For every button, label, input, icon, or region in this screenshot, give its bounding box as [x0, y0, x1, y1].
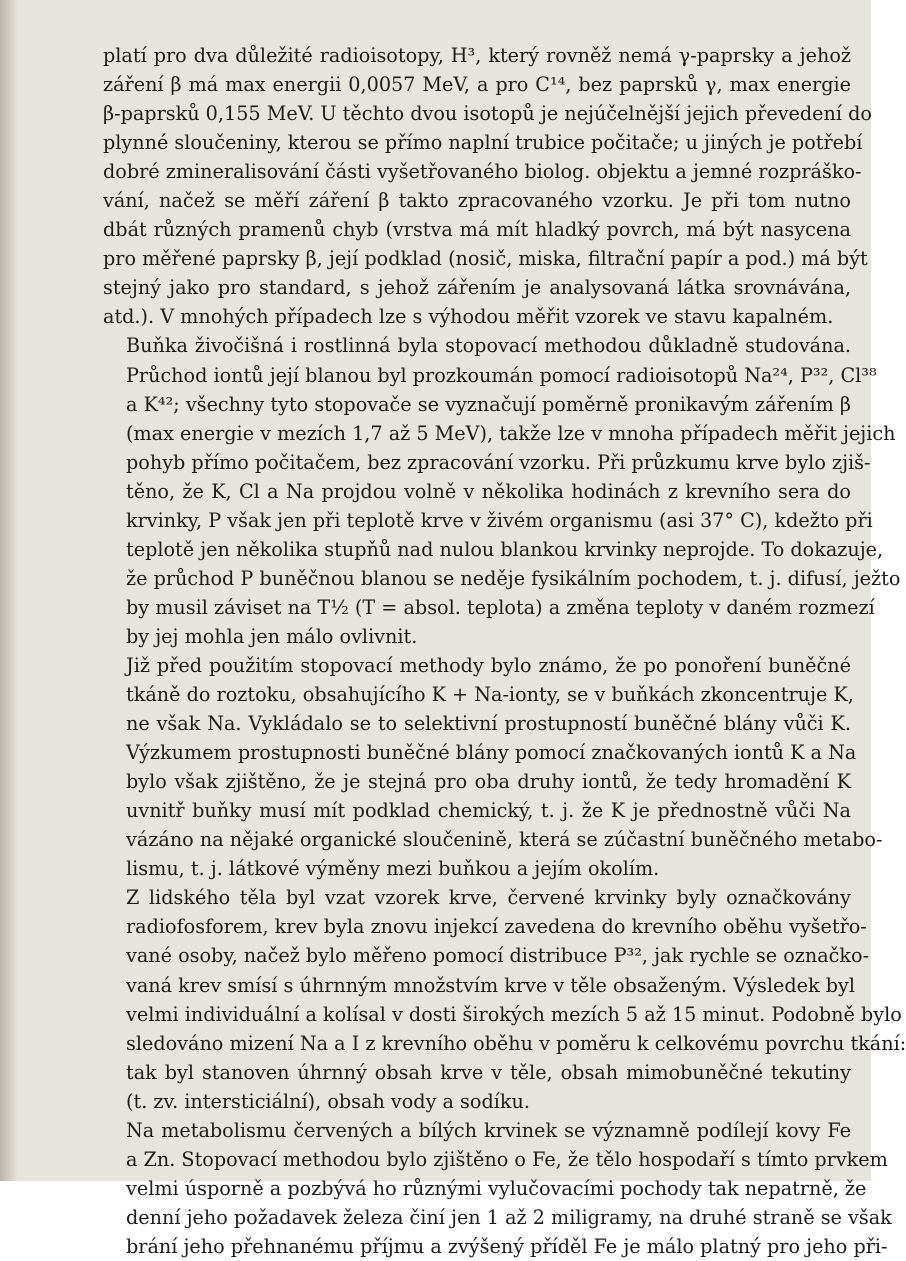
text-line: bylo však zjištěno, že je stejná pro oba druhy iontů, že tedy hromadění K — [126, 770, 851, 794]
text-line: β-paprsků 0,155 MeV. U těchto dvou isotopů je nejúčelnější jejich převedení do — [103, 102, 872, 126]
text-line: pro měřené paprsky β, její podklad (nosič, miska, filtrační papír a pod.) má být — [103, 247, 868, 271]
text-line: lismu, t. j. látkové výměny mezi buňkou a jejím okolím. — [126, 857, 660, 881]
body-text — [103, 41, 906, 1261]
text-line: brání jeho přehnanému příjmu a zvýšený příděl Fe je málo platný pro jeho při- — [126, 1234, 888, 1258]
text-line: denní jeho požadavek železa činí jen 1 až 2 miligramy, na druhé straně se však — [126, 1205, 892, 1229]
text-line: velmi individuální a kolísal v dosti širokých mezích 5 až 15 minut. Podobně bylo — [126, 1002, 902, 1026]
text-line: a K⁴²; všechny tyto stopovače se vyznačují poměrně pronikavým zářením β — [126, 392, 851, 416]
text-line: by jej mohla jen málo ovlivnit. — [126, 624, 418, 648]
text-line: plynné sloučeniny, kterou se přímo naplní trubice počitače; u jiných je potřebí — [103, 131, 863, 155]
text-line: Z lidského těla byl vzat vzorek krve, červené krvinky byly označkovány — [126, 886, 851, 910]
text-line: Výzkumem prostupnosti buněčné blány pomocí značkovaných iontů K a Na — [126, 741, 857, 765]
text-line: platí pro dva důležité radioisotopy, H³, který rovněž nemá γ-paprsky a jehož — [103, 44, 851, 67]
text-line: vané osoby, načež bylo měřeno pomocí distribuce P³², jak rychle se označko- — [126, 944, 870, 968]
paragraph-blood-sample — [103, 883, 906, 1115]
text-line: Na metabolismu červených a bílých krvinek se významně podílejí kovy Fe — [126, 1118, 851, 1142]
text-line: velmi úsporně a pozbývá ho různými vylučovacími pochody tak nepatrně, že — [126, 1176, 867, 1200]
text-line: radiofosforem, krev byla znovu injekcí zavedena do krevního oběhu vyšetřo- — [126, 915, 867, 939]
text-line: Již před použitím stopovací methody bylo známo, že po ponoření buněčné — [126, 653, 851, 677]
paragraph-isotopes-measurement — [103, 41, 872, 331]
text-line: Buňka živočišná i rostlinná byla stopovací methodou důkladně studována. — [126, 334, 851, 358]
paragraph-potassium-accumulation — [103, 651, 883, 883]
paragraph-cell-membrane — [103, 331, 901, 651]
text-line: tak byl stanoven úhrnný obsah krve v těle, obsah mimobuněčné tekutiny — [126, 1060, 851, 1084]
text-line: atd.). V mnohých případech lze s výhodou měřit vzorek ve stavu kapalném. — [103, 305, 834, 329]
text-line: záření β má max energii 0,0057 MeV, a pro C¹⁴, bez paprsků γ, max energie — [103, 73, 851, 97]
text-line: Průchod iontů její blanou byl prozkoumán pomocí radioisotopů Na²⁴, P³², Cl³⁸ — [126, 363, 877, 387]
text-line: dbát různých pramenů chyb (vrstva má mít hladký povrch, má být nasycena — [103, 218, 851, 242]
text-line: pohyb přímo počitačem, bez zpracování vzorku. Při průzkumu krve bylo zjiš- — [126, 450, 871, 474]
text-line: krvinky, P však jen při teplotě krve v živém organismu (asi 37° C), kdežto při — [126, 508, 873, 532]
text-line: sledováno mizení Na a I z krevního oběhu v poměru k celkovému povrchu tkání: — [126, 1031, 906, 1055]
paragraph-iron-zinc-metabolism — [103, 1116, 892, 1261]
text-line: (max energie v mezích 1,7 až 5 MeV), takže lze v mnoha případech měřit jejich — [126, 421, 896, 445]
text-line: (t. zv. intersticiální), obsah vody a sodíku. — [126, 1089, 530, 1113]
text-line: uvnitř buňky musí mít podklad chemický, t. j. že K je přednostně vůči Na — [126, 799, 851, 823]
text-line: by musil záviset na T½ (T = absol. teplota) a změna teploty v daném rozmezí — [126, 595, 875, 619]
text-line: teplotě jen několika stupňů nad nulou blankou krvinky neprojde. To dokazuje, — [126, 537, 884, 561]
text-line: dobré zmineralisování části vyšetřovaného biolog. objektu a jemné rozpráško- — [103, 160, 862, 184]
text-line: vaná krev smísí s úhrnným množstvím krve v těle obsaženým. Výsledek byl — [126, 973, 855, 997]
text-line: že průchod P buněčnou blanou se neděje fysikálním pochodem, t. j. difusí, ježto — [126, 566, 901, 590]
text-line: těno, že K, Cl a Na projdou volně v několika hodinách z krevního sera do — [126, 479, 851, 503]
text-line: stejný jako pro standard, s jehož zářením je analysovaná látka srovnávána, — [103, 276, 851, 300]
binding-gutter — [0, 0, 18, 1181]
text-line: vání, načež se měří záření β takto zpracovaného vzorku. Je při tom nutno — [103, 189, 851, 213]
text-line: ne však Na. Vykládalo se to selektivní prostupností buněčné blány vůči K. — [126, 712, 851, 736]
text-line: tkáně do roztoku, obsahujícího K + Na-ionty, se v buňkách zkoncentruje K, — [126, 683, 854, 707]
text-line: vázáno na nějaké organické sloučenině, která se zúčastní buněčného metabo- — [126, 828, 883, 852]
text-line: a Zn. Stopovací methodou bylo zjištěno o Fe, že tělo hospodaří s tímto prvkem — [126, 1147, 888, 1171]
